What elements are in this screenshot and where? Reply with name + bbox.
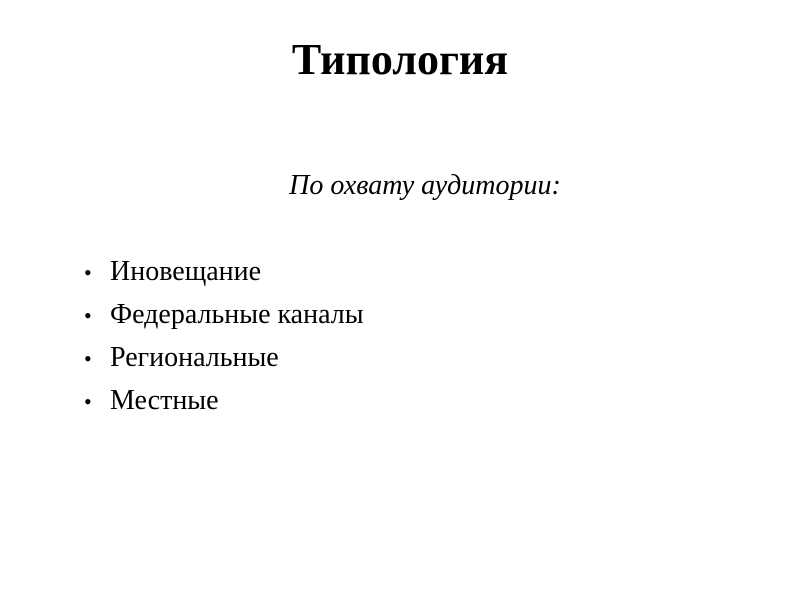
bullet-list — [84, 252, 364, 424]
list-item-label: Иновещание — [110, 256, 262, 287]
slide-subtitle: По охвату аудитории: — [289, 170, 561, 201]
bullet-icon: • — [84, 389, 92, 414]
list-item-label: Местные — [110, 385, 219, 416]
bullet-icon: • — [84, 346, 92, 371]
list-item-label: Региональные — [110, 342, 279, 373]
bullet-icon: • — [84, 260, 92, 285]
list-item — [84, 295, 364, 338]
list-item — [84, 338, 364, 381]
list-item — [84, 381, 364, 424]
list-item — [84, 252, 364, 295]
bullet-icon: • — [84, 303, 92, 328]
list-item-label: Федеральные каналы — [110, 299, 364, 330]
slide-title: Типология — [291, 35, 509, 84]
